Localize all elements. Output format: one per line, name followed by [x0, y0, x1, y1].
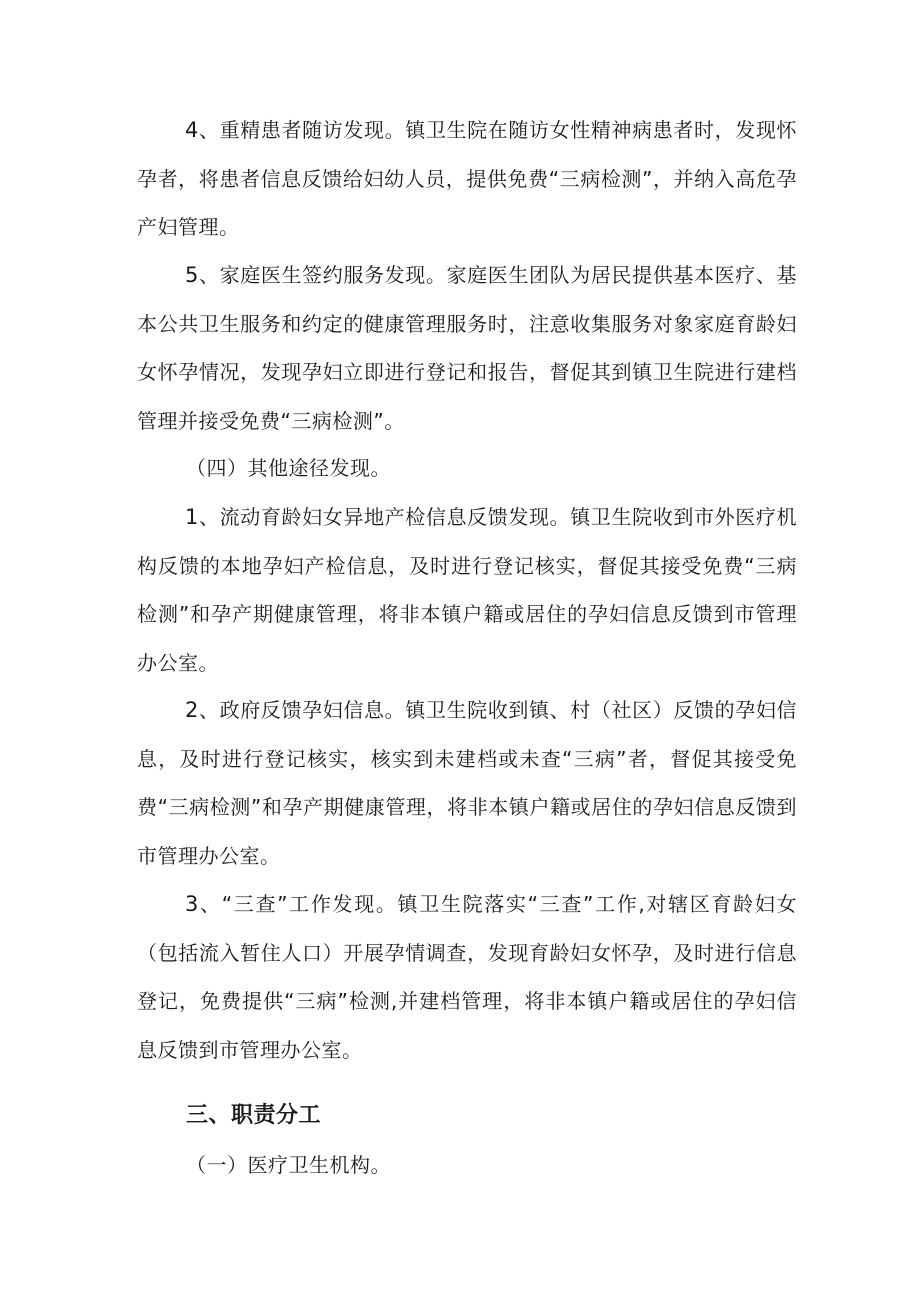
subsection-heading-4: （四）其他途径发现。	[186, 456, 391, 480]
item-text: 、家庭医生签约服务发现。家庭医生团队为居民提供基本医疗、基本公共卫生服务和约定的健康管理服务时，注意收集服务对象家庭育龄妇女怀孕情况，发现孕妇立即进行登记和报告，督促其到镇卫生院进行建档管理并接受免费“三病检测”。	[137, 263, 797, 433]
item-number: 1	[185, 505, 199, 529]
item-text: 、流动育龄妇女异地产检信息反馈发现。镇卫生院收到市外医疗机构反馈的本地孕妇产检信息，及时进行登记核实，督促其接受免费“三病检测”和孕产期健康管理，将非本镇户籍或居住的孕妇信息反馈到市管理办公室。	[137, 505, 797, 675]
subsection-heading-1: （一）医疗卫生机构。	[186, 1153, 391, 1177]
item-number: 3	[185, 892, 199, 916]
item-text: 、“三查”工作发现。镇卫生院落实“三查”工作,对辖区育龄妇女（包括流入暂住人口）开展孕情调查，发现育龄妇女怀孕，及时进行信息登记，免费提供“三病”检测,并建档管理，将非本镇户籍或居住的孕妇信息反馈到市管理办公室。	[137, 892, 797, 1062]
item-number: 5	[185, 263, 199, 287]
paragraph-item-3	[137, 880, 797, 1074]
paragraph-item-5	[137, 251, 797, 445]
item-number: 2	[185, 698, 199, 722]
section-heading-3: 三、职责分工	[186, 1103, 322, 1128]
paragraph-item-4	[137, 106, 797, 252]
item-text: 、重精患者随访发现。镇卫生院在随访女性精神病患者时，发现怀孕者，将患者信息反馈给妇幼人员，提供免费“三病检测”，并纳入高危孕产妇管理。	[137, 118, 797, 239]
paragraph-item-2	[137, 686, 797, 880]
item-number: 4	[185, 118, 199, 142]
item-text: 、政府反馈孕妇信息。镇卫生院收到镇、村（社区）反馈的孕妇信息，及时进行登记核实，核实到未建档或未查“三病”者，督促其接受免费“三病检测”和孕产期健康管理，将非本镇户籍或居住的孕妇信息反馈到市管理办公室。	[137, 698, 797, 868]
paragraph-item-1	[137, 493, 797, 687]
